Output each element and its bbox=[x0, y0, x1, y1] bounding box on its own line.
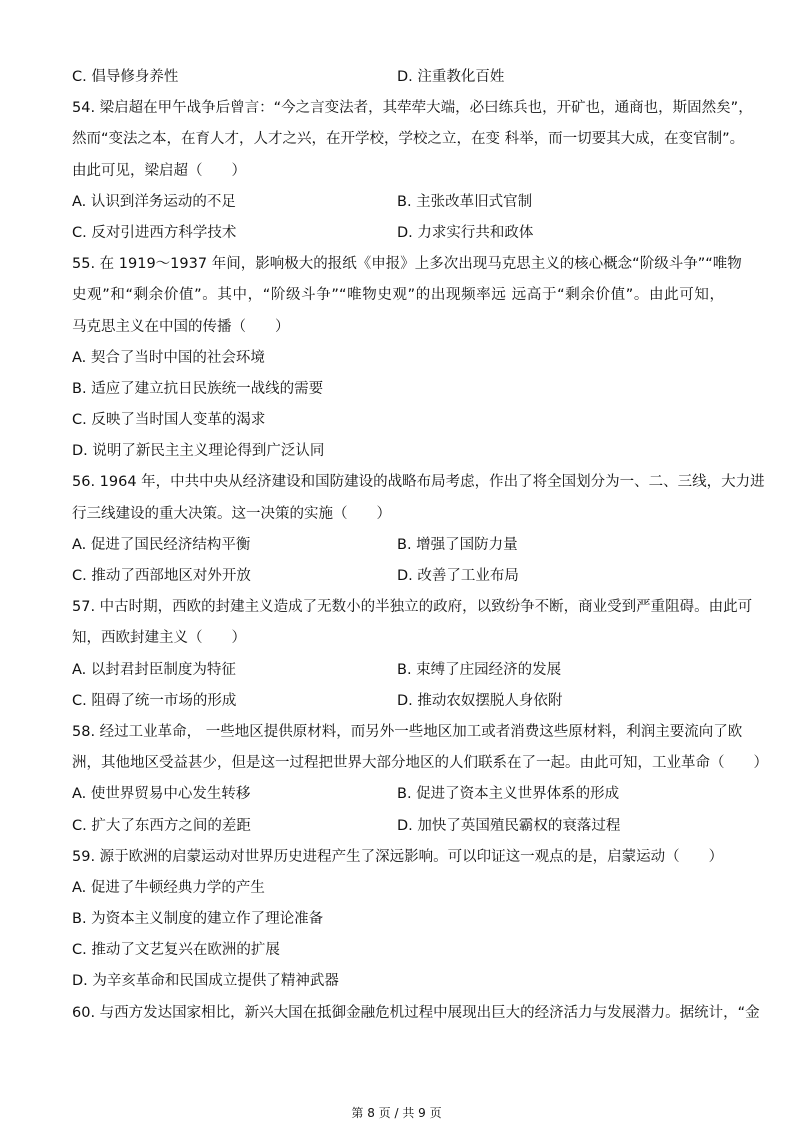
q58-options-cd bbox=[72, 811, 724, 842]
q54-options-cd bbox=[72, 218, 724, 249]
option-c: C. 推动了西部地区对外开放 bbox=[72, 568, 251, 584]
q60-stem: 60. 与西方发达国家相比，新兴大国在抵御金融危机过程中展现出巨大的经济活力与发展潜力。据统计，“金 bbox=[72, 1004, 760, 1021]
q59-stem: 59. 源于欧洲的启蒙运动对世界历史进程产生了深远影响。可以印证这一观点的是，启蒙运动（ ） bbox=[72, 848, 724, 865]
q54-stem: 54. 梁启超在甲午战争后曾言：“今之言变法者，其荦荦大端，必曰练兵也，开矿也，通商也，斯固然矣”， bbox=[72, 100, 753, 117]
option-b: B. 促进了资本主义世界体系的形成 bbox=[397, 786, 620, 803]
q57-options-cd bbox=[72, 686, 724, 717]
option-a: A. 促进了牛顿经典力学的产生 bbox=[72, 879, 265, 896]
option-b: B. 适应了建立抗日民族统一战线的需要 bbox=[72, 380, 324, 397]
option-c: C. 扩大了东西方之间的差距 bbox=[72, 817, 251, 834]
option-d: D. 注重教化百姓 bbox=[397, 69, 505, 85]
option-b: B. 束缚了庄园经济的发展 bbox=[397, 661, 562, 678]
q57-stem: 57. 中古时期，西欧的封建主义造成了无数小的半独立的政府，以致纷争不断，商业受到严重阻碍。由此可 bbox=[72, 599, 753, 616]
option-a: A. 以封君封臣制度为特征 bbox=[72, 661, 236, 678]
q54-options-ab bbox=[72, 187, 724, 218]
exam-page-content bbox=[72, 62, 768, 1029]
option-d: D. 推动农奴摆脱人身依附 bbox=[397, 692, 563, 709]
option-a: A. 促进了国民经济结构平衡 bbox=[72, 536, 251, 553]
option-d: D. 加快了英国殖民霸权的衰落过程 bbox=[397, 817, 621, 834]
q55-stem: 55. 在 1919～1937 年间，影响极大的报纸《申报》上多次出现马克思主义的核心概念“阶级斗争”“唯物 bbox=[72, 256, 742, 273]
q55-stem: 马克思主义在中国的传播（ ） bbox=[72, 318, 290, 335]
option-b: B. 增强了国防力量 bbox=[397, 536, 518, 553]
option-c: C. 反映了当时国人变革的渴求 bbox=[72, 412, 266, 429]
q56-options-ab bbox=[72, 530, 724, 561]
option-c: C. 反对引进西方科学技术 bbox=[72, 224, 237, 241]
option-d: D. 为辛亥革命和民国成立提供了精神武器 bbox=[72, 973, 339, 990]
q58-stem: 洲，其他地区受益甚少，但是这一过程把世界大部分地区的人们联系在了一起。由此可知，工业革命（ ） bbox=[72, 755, 768, 772]
page-number-footer: 第 8 页 / 共 9 页 bbox=[351, 1106, 442, 1120]
q57-stem: 知，西欧封建主义（ ） bbox=[72, 630, 246, 647]
q54-stem: 然而“变法之本，在育人才，人才之兴，在开学校，学校之立，在变 科举，而一切要其大成，在变官制”。 bbox=[72, 131, 745, 148]
option-d: D. 改善了工业布局 bbox=[397, 568, 519, 584]
option-a: A. 契合了当时中国的社会环境 bbox=[72, 349, 265, 366]
q58-stem: 58. 经过工业革命， 一些地区提供原材料，而另外一些地区加工或者消费这些原材料，利润主要流向了欧 bbox=[72, 723, 743, 740]
option-d: D. 力求实行共和政体 bbox=[397, 224, 534, 241]
option-c: C. 推动了文艺复兴在欧洲的扩展 bbox=[72, 942, 280, 959]
q56-stem: 56. 1964 年，中共中央从经济建设和国防建设的战略布局考虑，作出了将全国划分为一、二、三线，大力进 bbox=[72, 474, 765, 491]
q55-stem: 史观”和“剩余价值”。其中，“阶级斗争”“唯物史观”的出现频率远 远高于“剩余价值”。由此可知， bbox=[72, 287, 724, 304]
option-c: C. 倡导修身养性 bbox=[72, 69, 179, 85]
q56-stem: 行三线建设的重大决策。这一决策的实施（ ） bbox=[72, 505, 391, 522]
option-a: A. 使世界贸易中心发生转移 bbox=[72, 786, 251, 803]
q57-options-ab bbox=[72, 655, 724, 686]
option-b: B. 主张改革旧式官制 bbox=[397, 193, 533, 210]
option-b: B. 为资本主义制度的建立作了理论准备 bbox=[72, 911, 324, 928]
q54-stem: 由此可见，梁启超（ ） bbox=[72, 162, 246, 179]
option-c: C. 阻碍了统一市场的形成 bbox=[72, 692, 237, 709]
q56-options-cd bbox=[72, 561, 724, 592]
q58-options-ab bbox=[72, 779, 724, 810]
q53-options-cd bbox=[72, 62, 724, 93]
option-a: A. 认识到洋务运动的不足 bbox=[72, 193, 236, 210]
option-d: D. 说明了新民主主义理论得到广泛认同 bbox=[72, 443, 325, 460]
